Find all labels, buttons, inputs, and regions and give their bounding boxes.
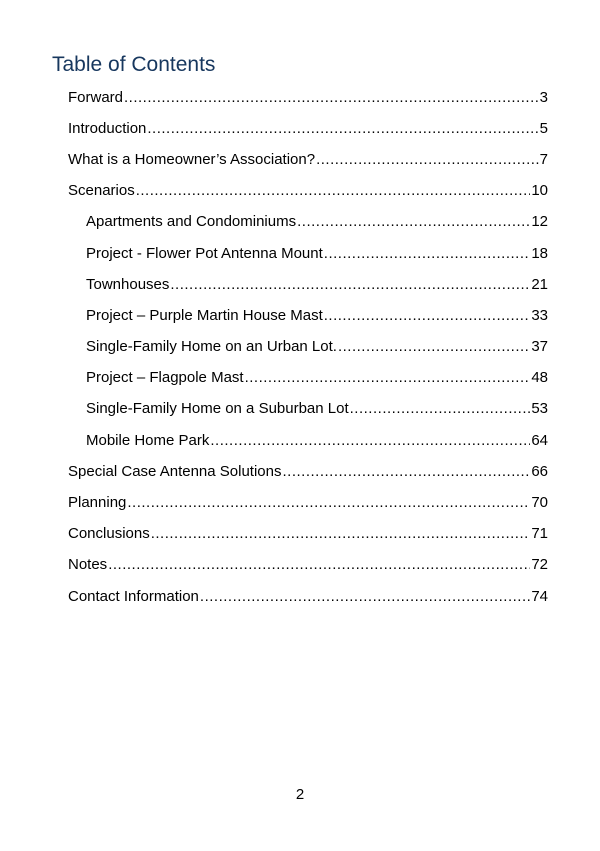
toc-entry-row bbox=[68, 555, 548, 575]
toc-entry-page-number: 10 bbox=[531, 182, 548, 200]
toc-entry[interactable] bbox=[0, 425, 600, 456]
toc-dot-leader bbox=[136, 181, 531, 201]
toc-entry-label: Single-Family Home on an Urban Lot. bbox=[86, 338, 337, 356]
toc-entry[interactable] bbox=[0, 394, 600, 425]
toc-entry-row bbox=[86, 431, 548, 451]
toc-entry-row bbox=[86, 337, 548, 357]
toc-entry-label: Notes bbox=[68, 556, 108, 574]
toc-entry-page-number: 3 bbox=[539, 88, 548, 106]
page-number: 2 bbox=[295, 786, 305, 803]
toc-entry-page-number: 33 bbox=[531, 306, 548, 324]
toc-entry-page-number: 71 bbox=[531, 525, 548, 543]
toc-entry-row bbox=[86, 275, 548, 295]
toc-entry[interactable] bbox=[0, 550, 600, 581]
toc-entry-row bbox=[68, 524, 548, 544]
toc-entry[interactable] bbox=[0, 113, 600, 144]
toc-entry[interactable] bbox=[0, 238, 600, 269]
toc-entry-label: Contact Information bbox=[68, 587, 199, 605]
toc-entry-page-number: 72 bbox=[531, 556, 548, 574]
toc-dot-leader bbox=[297, 212, 530, 232]
toc-entry-label: Apartments and Condominiums bbox=[86, 213, 297, 231]
toc-entry-label: Planning bbox=[68, 494, 127, 512]
toc-entry-row bbox=[68, 587, 548, 607]
toc-entry-label: What is a Homeowner’s Association? bbox=[68, 150, 316, 168]
toc-entry[interactable] bbox=[0, 269, 600, 300]
toc-entry-page-number: 21 bbox=[531, 275, 548, 293]
toc-dot-leader bbox=[151, 524, 531, 544]
toc-entry-page-number: 48 bbox=[531, 369, 548, 387]
toc-entry-page-number: 53 bbox=[531, 400, 548, 418]
toc-entry-label: Forward bbox=[68, 88, 124, 106]
toc-dot-leader bbox=[170, 275, 530, 295]
toc-entry-page-number: 37 bbox=[531, 338, 548, 356]
toc-entry-row bbox=[68, 150, 548, 170]
toc-entry-label: Mobile Home Park bbox=[86, 431, 210, 449]
toc-dot-leader bbox=[316, 150, 539, 170]
toc-entry-label: Conclusions bbox=[68, 525, 150, 543]
toc-entry-row bbox=[86, 244, 548, 264]
toc-dot-leader bbox=[200, 587, 530, 607]
toc-entry[interactable] bbox=[0, 363, 600, 394]
toc-entry[interactable] bbox=[0, 176, 600, 207]
toc-entry-label: Townhouses bbox=[86, 275, 170, 293]
toc-dot-leader bbox=[210, 431, 530, 451]
toc-entry-row bbox=[86, 368, 548, 388]
toc-list bbox=[0, 82, 600, 612]
toc-entry-page-number: 12 bbox=[531, 213, 548, 231]
toc-title: Table of Contents bbox=[52, 53, 216, 76]
toc-entry-label: Single-Family Home on a Suburban Lot bbox=[86, 400, 349, 418]
toc-entry-page-number: 64 bbox=[531, 431, 548, 449]
toc-entry[interactable] bbox=[0, 207, 600, 238]
toc-entry[interactable] bbox=[0, 82, 600, 113]
toc-entry-row bbox=[68, 493, 548, 513]
toc-entry-row bbox=[68, 88, 548, 108]
toc-dot-leader bbox=[324, 244, 531, 264]
toc-entry[interactable] bbox=[0, 144, 600, 175]
toc-entry-row bbox=[86, 399, 548, 419]
toc-entry-row bbox=[68, 119, 548, 139]
toc-entry-label: Scenarios bbox=[68, 182, 135, 200]
toc-entry-row bbox=[68, 462, 548, 482]
toc-entry-page-number: 7 bbox=[539, 150, 548, 168]
toc-entry-row bbox=[68, 181, 548, 201]
toc-dot-leader bbox=[324, 306, 531, 326]
toc-entry-label: Project - Flower Pot Antenna Mount bbox=[86, 244, 323, 262]
toc-dot-leader bbox=[147, 119, 538, 139]
toc-entry-label: Project – Purple Martin House Mast bbox=[86, 306, 323, 324]
toc-entry-label: Special Case Antenna Solutions bbox=[68, 462, 282, 480]
toc-dot-leader bbox=[350, 399, 531, 419]
toc-entry-row bbox=[86, 212, 548, 232]
toc-dot-leader bbox=[245, 368, 531, 388]
toc-entry[interactable] bbox=[0, 581, 600, 612]
toc-dot-leader bbox=[127, 493, 530, 513]
toc-dot-leader bbox=[108, 555, 530, 575]
toc-entry-page-number: 74 bbox=[531, 587, 548, 605]
toc-entry[interactable] bbox=[0, 519, 600, 550]
toc-entry[interactable] bbox=[0, 456, 600, 487]
toc-entry-label: Introduction bbox=[68, 119, 147, 137]
toc-entry-page-number: 5 bbox=[539, 119, 548, 137]
toc-dot-leader bbox=[124, 88, 539, 108]
toc-entry-page-number: 70 bbox=[531, 494, 548, 512]
toc-dot-leader bbox=[338, 337, 530, 357]
toc-entry[interactable] bbox=[0, 487, 600, 518]
toc-entry[interactable] bbox=[0, 300, 600, 331]
toc-entry-row bbox=[86, 306, 548, 326]
toc-entry-page-number: 66 bbox=[531, 462, 548, 480]
toc-dot-leader bbox=[282, 462, 530, 482]
toc-entry-label: Project – Flagpole Mast bbox=[86, 369, 244, 387]
toc-entry[interactable] bbox=[0, 332, 600, 363]
toc-entry-page-number: 18 bbox=[531, 244, 548, 262]
